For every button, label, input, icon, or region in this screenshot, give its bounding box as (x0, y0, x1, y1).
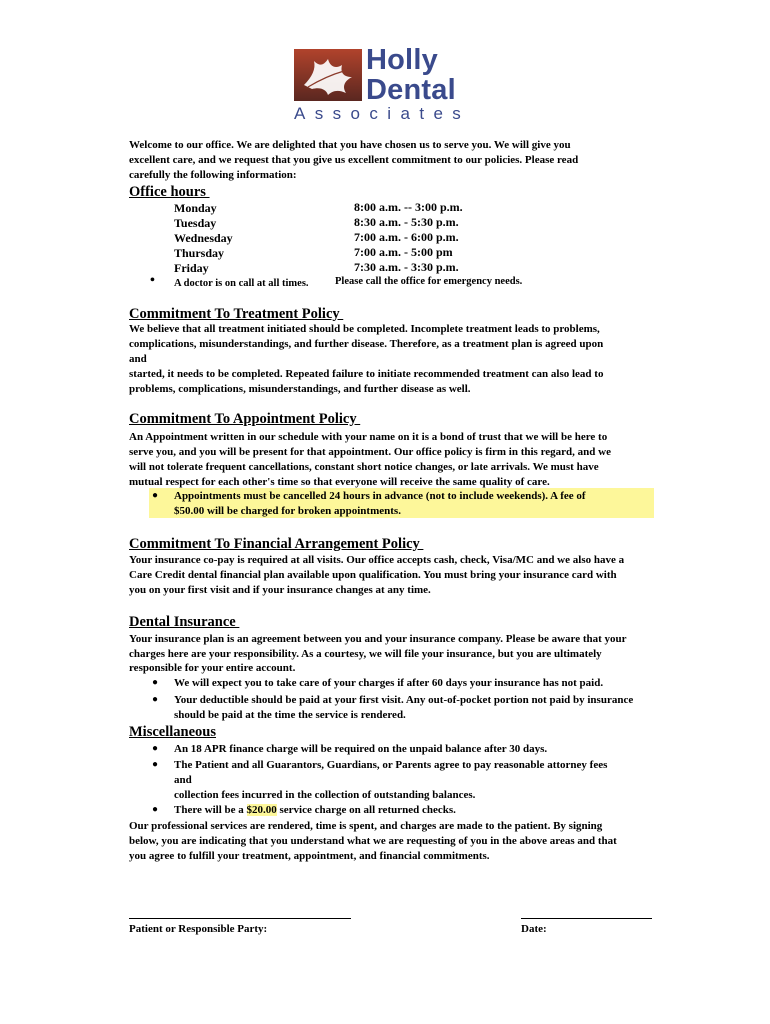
bullet-icon: ● (152, 677, 159, 688)
insurance-bullet: Your deductible should be paid at your first visit. Any out-of-pocket portion not paid by insurance (174, 694, 634, 706)
misc-bullet-cont: collection fees incurred in the collection of outstanding balances. (174, 789, 476, 801)
misc-bullet: The Patient and all Guarantors, Guardians, or Parents agree to pay reasonable attorney fees (174, 759, 608, 771)
bullet-icon: ● (152, 759, 159, 770)
treatment-line: We believe that all treatment initiated should be completed. Incomplete treatment leads to problems, (129, 323, 600, 335)
intro-line-2: excellent care, and we request that you give us excellent commitment to our policies. Please read (129, 154, 579, 166)
logo-word-dental: Dental (366, 74, 456, 106)
logo-word-holly: Holly (366, 44, 438, 76)
returned-check-post: service charge on all returned checks. (276, 804, 456, 816)
misc-bullet-cont: and (174, 774, 192, 786)
schedule-hours: 7:00 a.m. - 5:00 pm (354, 245, 453, 259)
emergency-note: Please call the office for emergency needs. (335, 276, 523, 287)
logo-word-associates: Associates (294, 104, 471, 123)
holly-dental-logo (294, 44, 484, 125)
office-hours-heading: Office hours (129, 184, 210, 200)
intro-line-3: carefully the following information: (129, 169, 297, 181)
signature-line (129, 918, 351, 919)
schedule-hours: 7:00 a.m. - 6:00 p.m. (354, 230, 459, 244)
insurance-line: responsible for your entire account. (129, 662, 296, 674)
schedule-hours: 7:30 a.m. - 3:30 p.m. (354, 260, 459, 274)
bullet-icon: ● (152, 490, 159, 501)
treatment-policy-heading: Commitment To Treatment Policy (129, 306, 344, 322)
bullet-icon: • (150, 273, 155, 288)
treatment-line: complications, misunderstandings, and further disease. Therefore, as a treatment plan is agreed upon (129, 338, 604, 350)
financial-policy-heading: Commitment To Financial Arrangement Policy (129, 536, 424, 552)
closing-line: Our professional services are rendered, time is spent, and charges are made to the patient. By signing (129, 820, 603, 832)
intro-line-1: Welcome to our office. We are delighted that you have chosen us to serve you. We will give you (129, 139, 571, 151)
schedule-hours: 8:00 a.m. -- 3:00 p.m. (354, 200, 463, 214)
on-call-note: A doctor is on call at all times. (174, 278, 309, 289)
bullet-icon: ● (152, 743, 159, 754)
bullet-icon: ● (152, 694, 159, 705)
schedule-day: Thursday (174, 246, 225, 260)
misc-bullet: An 18 APR finance charge will be required on the unpaid balance after 30 days. (174, 743, 548, 755)
appointment-line: mutual respect for each other's time so that everyone will receive the same quality of care. (129, 476, 550, 488)
financial-line: you on your first visit and if your insurance changes at any time. (129, 584, 431, 596)
schedule-day: Tuesday (174, 216, 217, 230)
financial-line: Your insurance co-pay is required at all visits. Our office accepts cash, check, Visa/MC and we also have a (129, 554, 625, 566)
bullet-icon: ● (152, 804, 159, 815)
insurance-line: charges here are your responsibility. As a courtesy, we will file your insurance, but you are ultimately (129, 648, 602, 660)
appointment-line: serve you, and you will be present for that appointment. Our office policy is firm in this regard, and we (129, 446, 611, 458)
appointment-policy-heading: Commitment To Appointment Policy (129, 411, 361, 427)
dental-insurance-heading: Dental Insurance (129, 614, 240, 630)
cancellation-line: $50.00 will be charged for broken appointments. (174, 505, 401, 517)
schedule-hours: 8:30 a.m. - 5:30 p.m. (354, 215, 459, 229)
leaf-logo-icon (294, 49, 362, 101)
insurance-bullet-cont: should be paid at the time the service is rendered. (174, 709, 406, 721)
treatment-line: problems, complications, misunderstandings, and further disease as well. (129, 383, 471, 395)
schedule-day: Friday (174, 261, 209, 275)
insurance-bullet: We will expect you to take care of your charges if after 60 days your insurance has not paid. (174, 677, 604, 689)
returned-check-amount: $20.00 (246, 804, 277, 816)
cancellation-line: Appointments must be cancelled 24 hours in advance (not to include weekends). A fee of (174, 490, 586, 502)
schedule-day: Wednesday (174, 231, 233, 245)
closing-line: you agree to fulfill your treatment, appointment, and financial commitments. (129, 850, 490, 862)
insurance-line: Your insurance plan is an agreement between you and your insurance company. Please be aware that your (129, 633, 627, 645)
treatment-line: started, it needs to be completed. Repeated failure to initiate recommended treatment can also lead to (129, 368, 604, 380)
returned-check-pre: There will be a (174, 804, 247, 816)
appointment-line: An Appointment written in our schedule with your name on it is a bond of trust that we will be here to (129, 431, 608, 443)
returned-check-line (174, 803, 456, 818)
financial-line: Care Credit dental financial plan available upon qualification. You must bring your insurance card with (129, 569, 617, 581)
appointment-line: will not tolerate frequent cancellations, constant short notice changes, or late arrivals. We must have (129, 461, 599, 473)
schedule-day: Monday (174, 201, 217, 215)
closing-line: below, you are indicating that you understand what we are requesting of you in the above areas and that (129, 835, 617, 847)
treatment-line: and (129, 353, 147, 365)
signature-label: Patient or Responsible Party: (129, 923, 268, 935)
miscellaneous-heading: Miscellaneous (129, 724, 216, 740)
date-label: Date: (521, 923, 547, 935)
date-line (521, 918, 652, 919)
